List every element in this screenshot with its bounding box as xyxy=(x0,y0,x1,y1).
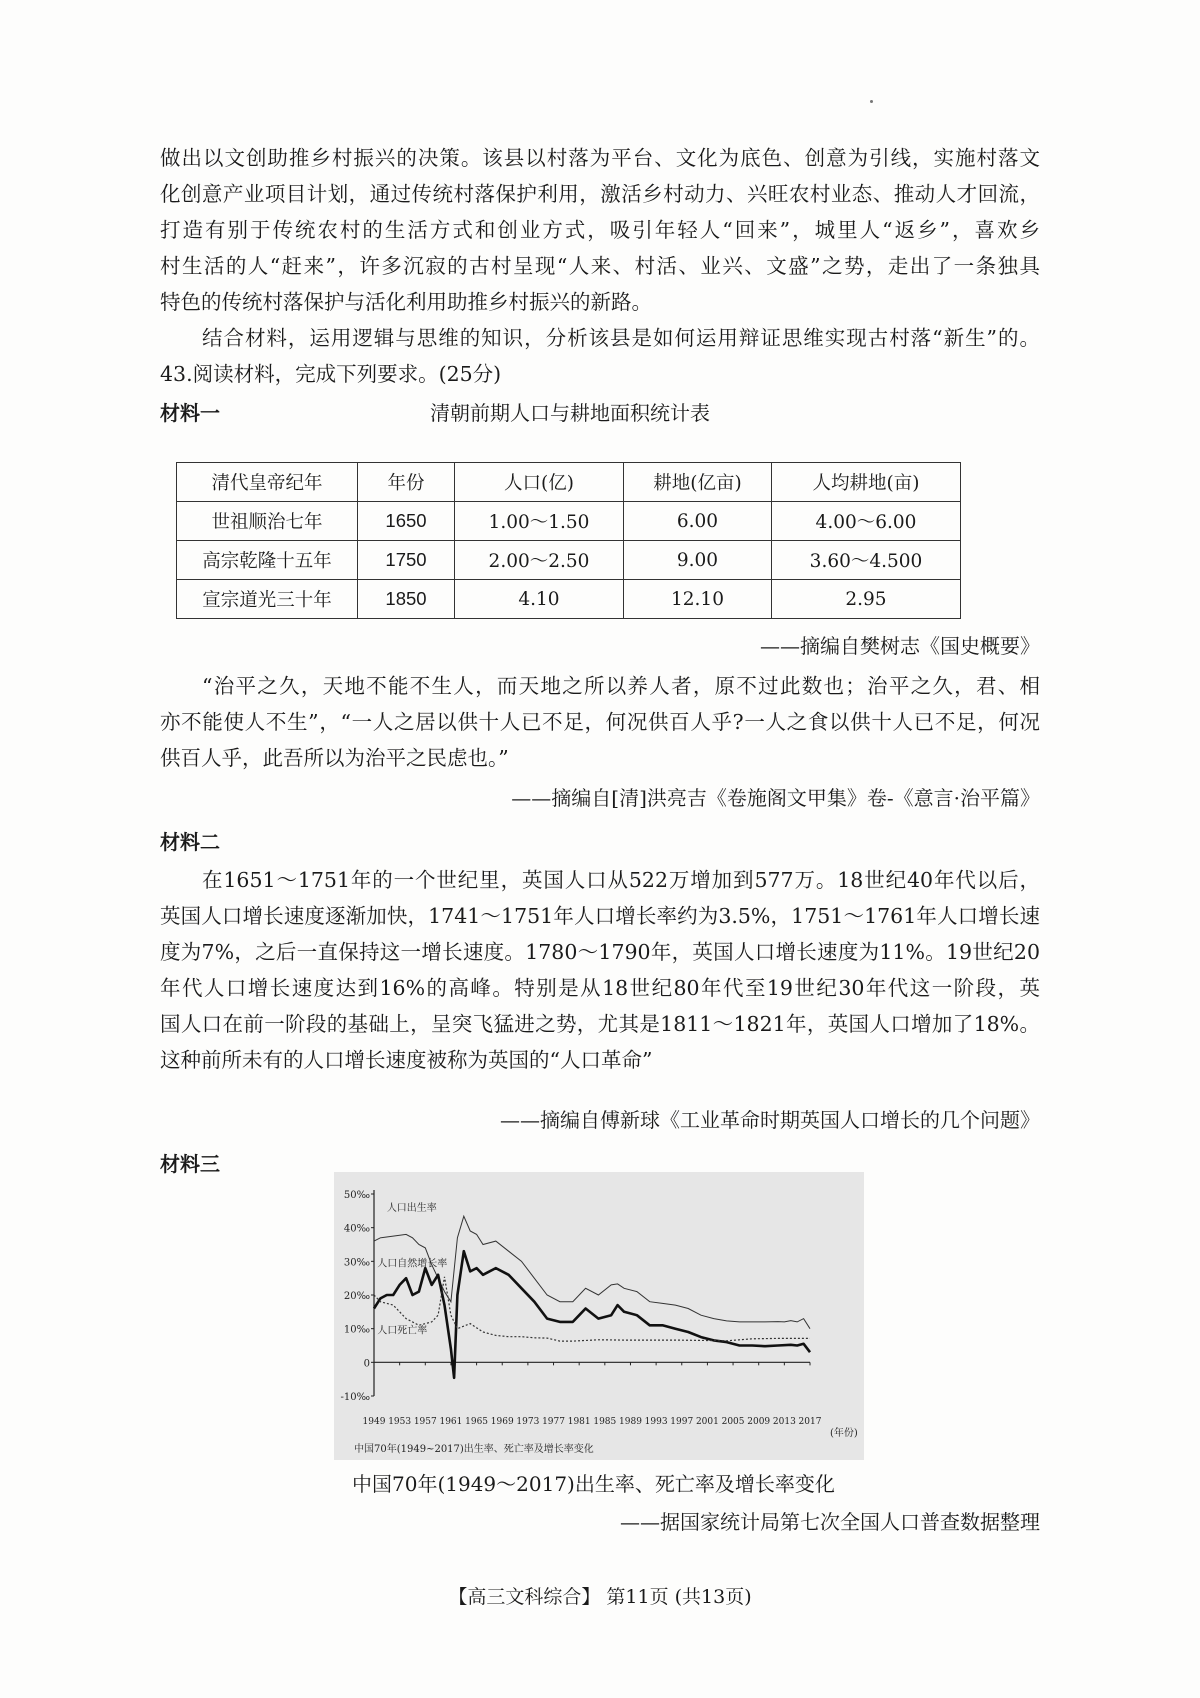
material2-line: 在1651～1751年的一个世纪里，英国人口从522万增加到577万。18世纪40年代以后， xyxy=(202,868,1040,892)
chart-x-tick-label: 1969 xyxy=(490,1417,514,1427)
chart-y-tick-label: -10‰ xyxy=(340,1392,370,1403)
chart-x-tick-label: 1957 xyxy=(413,1417,437,1427)
population-table xyxy=(176,462,961,619)
material2-label: 材料二 xyxy=(160,830,220,854)
chart-caption: 中国70年(1949～2017)出生率、死亡率及增长率变化 xyxy=(352,1472,835,1496)
table-cell: 2.95 xyxy=(772,580,961,619)
table-cell: 1750 xyxy=(358,541,455,580)
material1-quote xyxy=(160,668,1040,776)
table-row xyxy=(177,502,961,541)
table-source: ——摘编自樊树志《国史概要》 xyxy=(760,634,1040,658)
chart-x-tick-label: 1973 xyxy=(516,1417,540,1427)
chart-x-tick-label: 2017 xyxy=(798,1417,822,1427)
chart-y-tick-label: 20‰ xyxy=(343,1291,370,1302)
material2-source: ——摘编自傅新球《工业革命时期英国人口增长的几个问题》 xyxy=(500,1108,1040,1132)
material2-line: 英国人口增长速度逐渐加快，1741～1751年人口增长率约为3.5%，1751～1761年人口增长速 xyxy=(160,904,1040,928)
chart-x-tick-label: 1997 xyxy=(670,1417,694,1427)
material2-line: 度为7%，之后一直保持这一增长速度。1780～1790年，英国人口增长速度为11%。19世纪20 xyxy=(160,940,1040,964)
chart-x-tick-label: 2001 xyxy=(695,1417,719,1427)
chart-y-tick-label: 40‰ xyxy=(343,1223,370,1235)
table-row xyxy=(177,580,961,619)
table-header-cell: 清代皇帝纪年 xyxy=(177,463,358,502)
table-title: 清朝前期人口与耕地面积统计表 xyxy=(430,401,710,425)
passage-line: 特色的传统村落保护与活化利用助推乡村振兴的新路。 xyxy=(160,290,652,314)
quote-line: 供百人乎，此吾所以为治平之民虑也。” xyxy=(160,746,509,770)
material2-line: 国人口在前一阶段的基础上，呈突飞猛进之势，尤其是1811～1821年，英国人口增加了18%。 xyxy=(160,1012,1040,1036)
quote-line: 亦不能使人不生”，“一人之居以供十人已不足，何况供百人乎?一人之食以供十人已不足，何况 xyxy=(160,710,1040,734)
table-cell: 9.00 xyxy=(624,541,772,580)
material2-text xyxy=(160,862,1040,1078)
table-cell: 4.00～6.00 xyxy=(772,502,961,541)
chart-title: 中国70年(1949~2017)出生率、死亡率及增长率变化 xyxy=(354,1444,594,1455)
passage-line: 化创意产业项目计划，通过传统村落保护利用，激活乡村动力、兴旺农村业态、推动人才回流， xyxy=(160,182,1040,206)
chart-x-tick-label: 1989 xyxy=(619,1417,642,1427)
chart-y-tick-label: 30‰ xyxy=(343,1257,370,1269)
chart-x-tick-label: 2005 xyxy=(721,1417,745,1427)
question-42 xyxy=(160,320,1040,356)
chart-x-tick-label: 2009 xyxy=(747,1417,771,1427)
chart-series-label: 人口自然增长率 xyxy=(377,1258,448,1270)
chart-x-tick-label: 2013 xyxy=(772,1417,796,1427)
table-cell: 1850 xyxy=(358,580,455,619)
material3-label: 材料三 xyxy=(160,1152,220,1176)
chart-series-label: 人口出生率 xyxy=(386,1202,437,1214)
material1-label: 材料一 xyxy=(160,401,220,425)
passage-line: 做出以文创助推乡村振兴的决策。该县以村落为平台、文化为底色、创意为引线，实施村落文 xyxy=(160,146,1040,170)
table-header-row xyxy=(177,463,961,502)
table-cell: 4.10 xyxy=(455,580,624,619)
quote-line: “治平之久，天地不能不生人，而天地之所以养人者，原不过此数也；治平之久，君、相 xyxy=(202,674,1040,698)
chart-y-tick-label: 10‰ xyxy=(343,1324,370,1336)
page-footer: 【高三文科综合】 第11页 (共13页) xyxy=(448,1586,752,1608)
table-cell: 6.00 xyxy=(624,502,772,541)
table-cell: 2.00～2.50 xyxy=(455,541,624,580)
quote-source: ——摘编自[清]洪亮吉《卷施阁文甲集》卷-《意言·治平篇》 xyxy=(511,786,1040,810)
passage-line: 打造有别于传统农村的生活方式和创业方式，吸引年轻人“回来”，城里人“返乡”，喜欢乡 xyxy=(160,218,1040,242)
question-42-text: 结合材料，运用逻辑与思维的知识，分析该县是如何运用辩证思维实现古村落“新生”的。 xyxy=(202,326,1040,350)
passage-top xyxy=(160,140,1040,320)
table-row xyxy=(177,541,961,580)
chart-x-tick-label: 1953 xyxy=(388,1417,412,1427)
table-cell: 宣宗道光三十年 xyxy=(177,580,358,619)
scan-speck xyxy=(870,100,873,103)
chart-x-unit-label: (年份) xyxy=(830,1428,858,1439)
table-header-cell: 耕地(亿亩) xyxy=(624,463,772,502)
table-header-cell: 人均耕地(亩) xyxy=(772,463,961,502)
material2-line: 年代人口增长速度达到16%的高峰。特别是从18世纪80年代至19世纪30年代这一阶段，英 xyxy=(160,976,1040,1000)
chart-series-label: 人口死亡率 xyxy=(377,1325,428,1337)
table-cell: 1.00～1.50 xyxy=(455,502,624,541)
passage-line: 村生活的人“赶来”，许多沉寂的古村呈现“人来、村活、业兴、文盛”之势，走出了一条独具 xyxy=(160,254,1040,278)
material2-line: 这种前所未有的人口增长速度被称为英国的“人口革命” xyxy=(160,1048,653,1072)
chart-x-tick-label: 1985 xyxy=(593,1417,617,1427)
table-cell: 3.60～4.500 xyxy=(772,541,961,580)
chart-x-tick-label: 1977 xyxy=(542,1417,565,1427)
chart-y-tick-label: 0 xyxy=(363,1358,370,1370)
table-cell: 1650 xyxy=(358,502,455,541)
question-43 xyxy=(160,356,1040,392)
table-cell: 12.10 xyxy=(624,580,772,619)
chart-x-tick-label: 1993 xyxy=(644,1417,668,1427)
chart-x-tick-label: 1961 xyxy=(439,1417,463,1427)
question-43-text: 43.阅读材料，完成下列要求。(25分) xyxy=(160,362,502,386)
table-header-cell: 年份 xyxy=(358,463,455,502)
population-rate-chart xyxy=(334,1172,864,1460)
table-header-cell: 人口(亿) xyxy=(455,463,624,502)
table-cell: 高宗乾隆十五年 xyxy=(177,541,358,580)
chart-x-tick-label: 1949 xyxy=(362,1417,386,1427)
chart-x-tick-label: 1981 xyxy=(567,1417,591,1427)
table-cell: 世祖顺治七年 xyxy=(177,502,358,541)
chart-source: ——据国家统计局第七次全国人口普查数据整理 xyxy=(620,1510,1040,1534)
chart-y-tick-label: 50‰ xyxy=(343,1190,370,1201)
chart-x-tick-label: 1965 xyxy=(465,1417,489,1427)
